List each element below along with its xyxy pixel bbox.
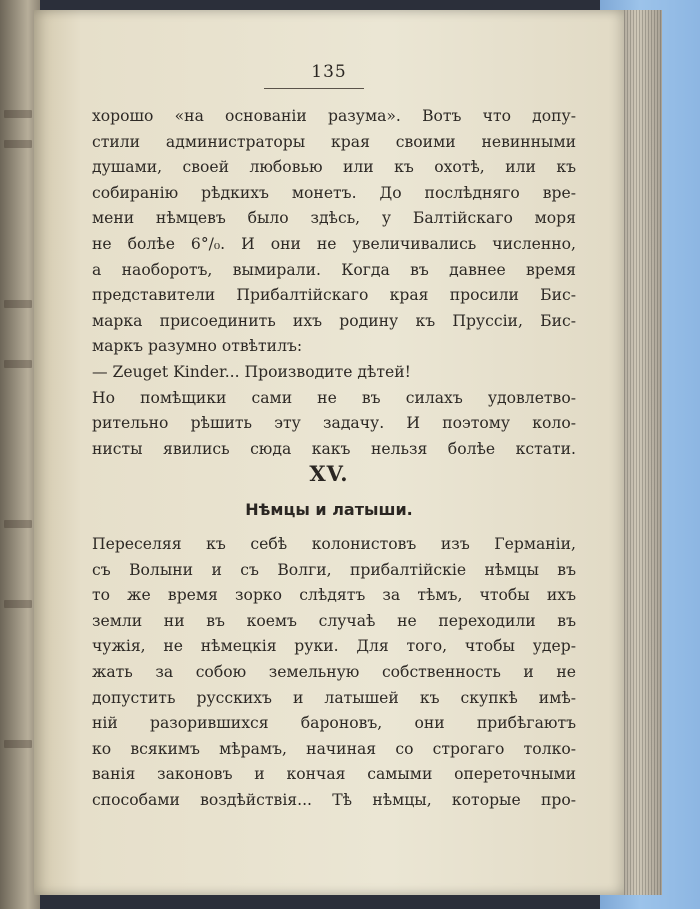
text-line: съ Волыни и съ Волги, прибалтiйскiе нѣмцы въ <box>92 560 576 579</box>
ghost-text <box>4 360 32 368</box>
text-line: марка присоединить ихъ родину къ Пруссiи, Бис- <box>92 311 576 330</box>
text-line: а наоборотъ, вымирали. Когда въ давнее время <box>92 260 576 279</box>
text-line: стили администраторы края своими невинными <box>92 132 576 151</box>
text-line: то же время зорко слѣдятъ за тѣмъ, чтобы ихъ <box>92 586 576 605</box>
text-line: душами, своей любовью или къ охотѣ, или къ <box>92 158 576 177</box>
text-line: представители Прибалтiйскаго края просили Бис- <box>92 286 576 305</box>
ghost-text <box>4 110 32 118</box>
text-line: жать за собою земельную собственность и не <box>92 662 576 681</box>
paragraph-2 <box>92 532 576 814</box>
chapter-title: Нѣмцы и латыши. <box>245 500 413 519</box>
text-line: нисты явились сюда какъ нельзя болѣе кстати. <box>92 439 576 458</box>
text-line: хорошо «на основанiи разума». Вотъ что допу- <box>92 107 576 125</box>
text-line: допустить русскихъ и латышей къ скупкѣ имѣ- <box>92 688 576 707</box>
text-line: Переселяя къ себѣ колонистовъ изъ Германiи, <box>92 535 576 553</box>
paragraph-1 <box>92 104 576 462</box>
chapter-number: XV. <box>309 461 349 486</box>
text-line: Но помѣщики сами не въ силахъ удовлетво- <box>92 388 576 407</box>
text-line: не болѣе 6°/₀. И они не увеличивались численно, <box>92 234 576 253</box>
text-line: ванiя законовъ и кончая самыми опереточными <box>92 765 576 784</box>
text-line: маркъ разумно отвѣтилъ: <box>92 337 303 356</box>
text-line: ко всякимъ мѣрамъ, начиная со строгаго толко- <box>92 739 576 758</box>
text-line: земли ни въ коемъ случаѣ не переходили въ <box>92 611 576 630</box>
page-number: 135 <box>311 62 347 82</box>
ghost-text <box>4 300 32 308</box>
text-line: способами воздѣйствiя... Тѣ нѣмцы, которые про- <box>92 790 576 809</box>
text-line: мени нѣмцевъ было здѣсь, у Балтiйскаго моря <box>92 209 576 228</box>
header-rule <box>264 88 364 89</box>
ghost-text <box>4 740 32 748</box>
ghost-text <box>4 140 32 148</box>
quote-line: — Zeuget Kinder... Производите дѣтей! <box>92 362 411 381</box>
text-line: собиранiю рѣдкихъ монетъ. До послѣдняго вре- <box>92 183 576 202</box>
text-line: нiй разорившихся бароновъ, они прибѣгаютъ <box>92 714 576 733</box>
ghost-text <box>4 600 32 608</box>
text-line: чужiя, не нѣмецкiя руки. Для того, чтобы удер- <box>92 637 576 656</box>
ghost-text <box>4 520 32 528</box>
text-line: рительно рѣшить эту задачу. И поэтому коло- <box>92 414 576 433</box>
book-page <box>34 10 624 895</box>
